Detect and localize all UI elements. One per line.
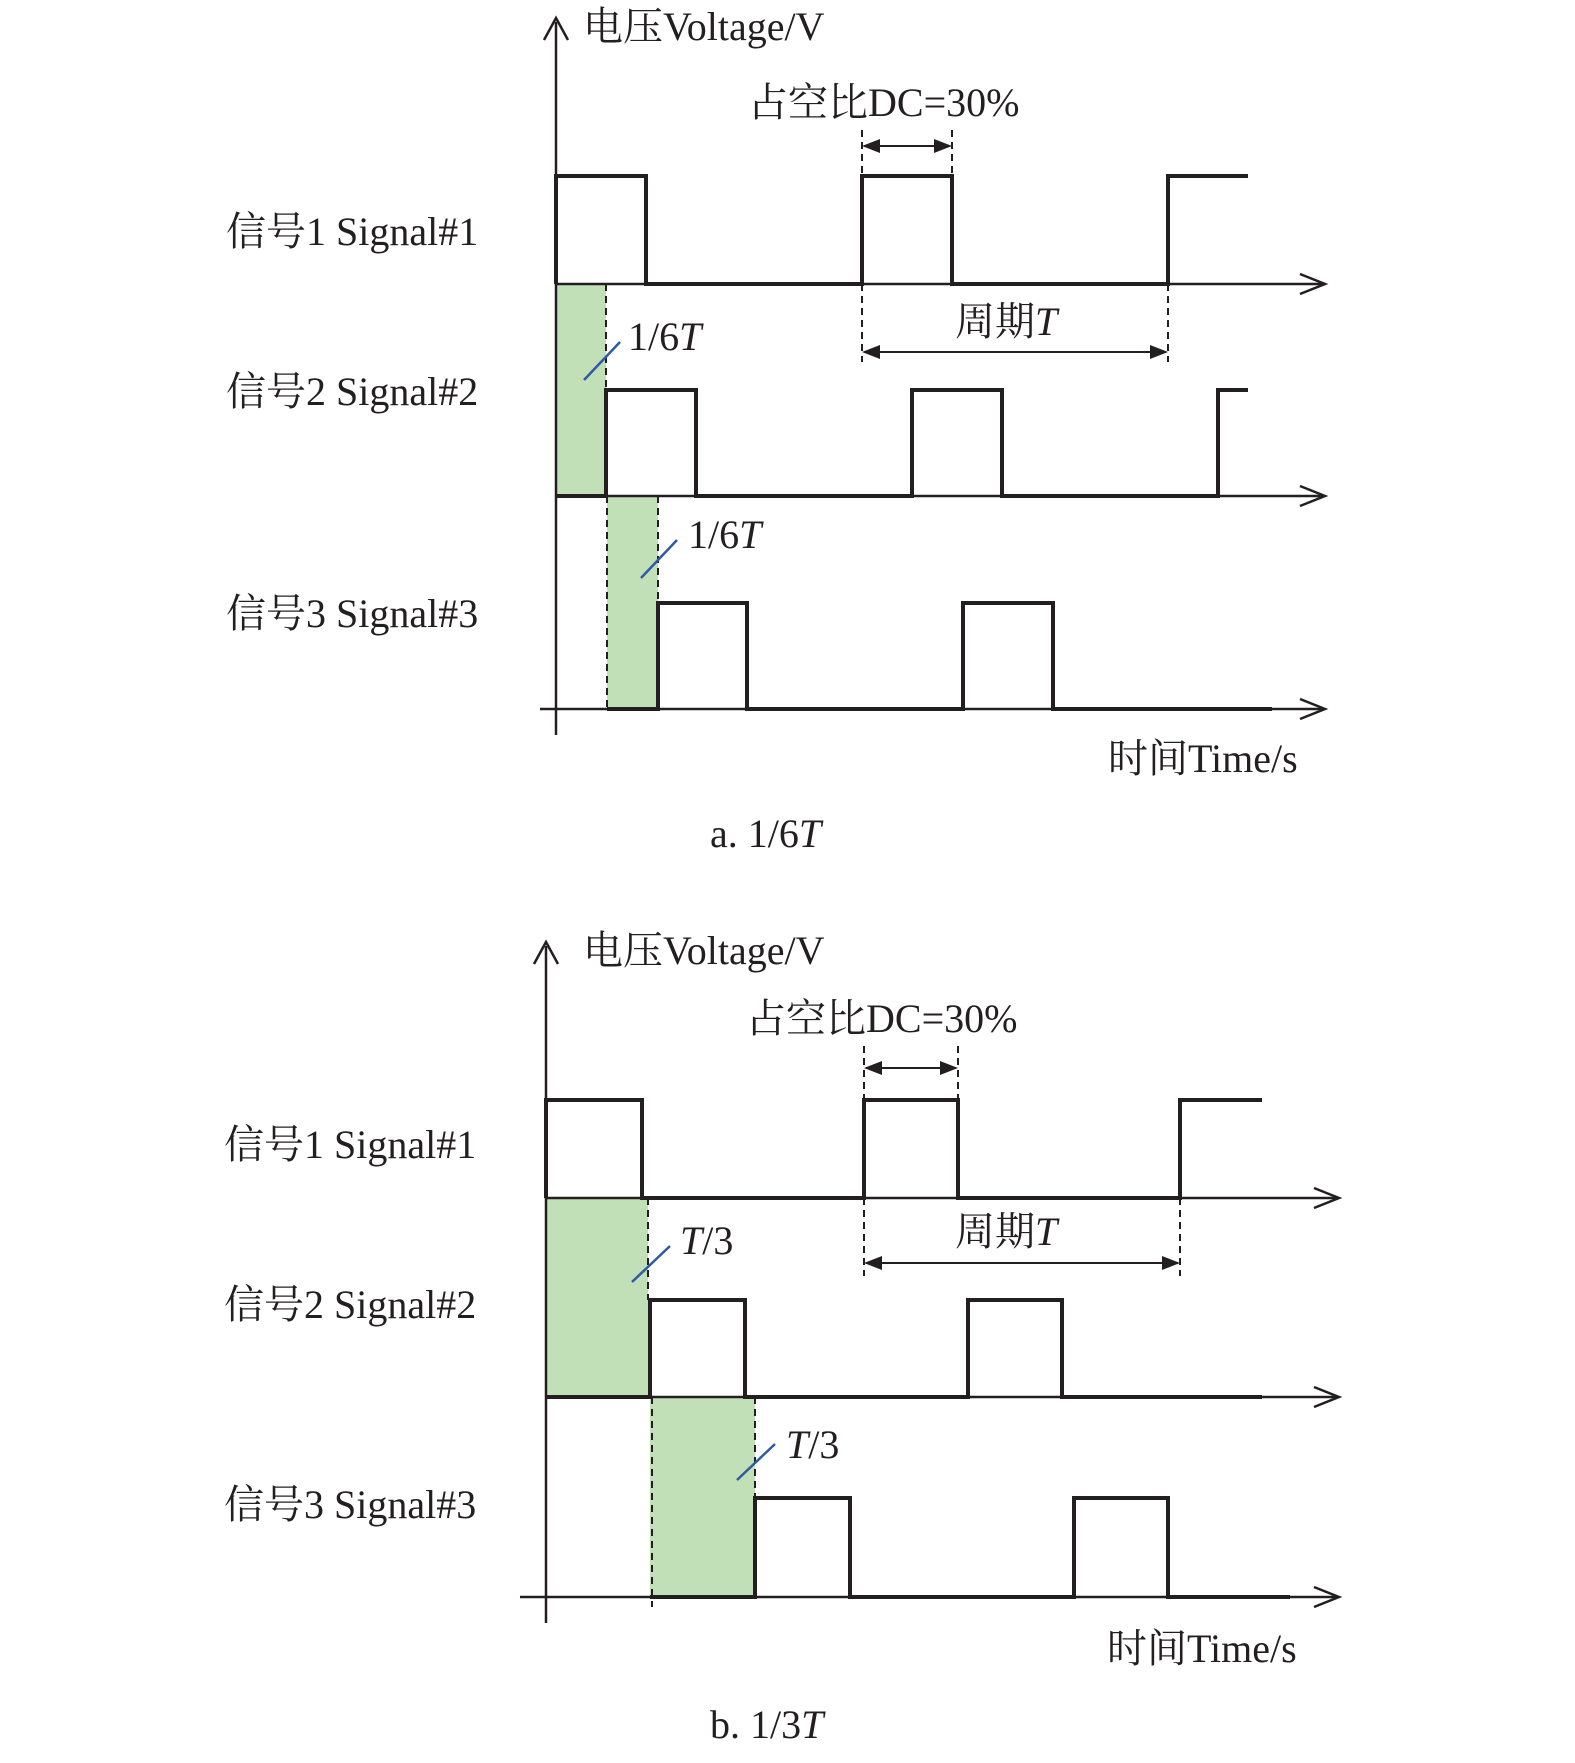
duty-cycle-label: 占空比DC=30%	[748, 80, 1020, 125]
shift-label-1-prefix: 1/6	[628, 314, 680, 359]
period-label	[955, 299, 1060, 344]
shift-label-2	[786, 1422, 839, 1467]
period-label-symbol: T	[1035, 1209, 1058, 1254]
y-axis-label: 电压Voltage/V	[583, 4, 825, 49]
duty-arrowhead-left	[864, 1061, 882, 1075]
period-label	[955, 1209, 1060, 1254]
duty-arrowhead-right	[940, 1061, 958, 1075]
period-arrowhead-right	[1162, 1256, 1180, 1270]
signal2-label: 信号2 Signal#2	[224, 1282, 477, 1327]
shift-label-2-symbol: T	[786, 1422, 809, 1467]
shift-label-1-suffix: /3	[702, 1218, 734, 1263]
panel-a-caption-symbol: T	[798, 811, 822, 856]
waveform-signal1	[546, 1100, 1262, 1198]
waveform-signal2	[556, 390, 1248, 496]
period-arrowhead-left	[864, 1256, 882, 1270]
period-label-text: 周期	[955, 299, 1035, 344]
shift-label-1	[680, 1218, 733, 1263]
shift-label-2-prefix: 1/6	[688, 512, 740, 557]
signal1-label: 信号1 Signal#1	[226, 209, 479, 254]
shift-label-1-symbol: T	[680, 1218, 703, 1263]
panel-b-caption-symbol: T	[801, 1702, 824, 1747]
shift-region-signal3	[650, 1397, 755, 1597]
shift-region-signal3	[607, 496, 658, 709]
shift-label-2	[688, 512, 764, 557]
panel-a-caption	[710, 811, 824, 856]
duty-arrowhead-left	[862, 139, 880, 153]
panel-b-caption-text: b. 1/3	[710, 1702, 802, 1747]
waveform-signal3	[607, 603, 1272, 709]
signal2-label: 信号2 Signal#2	[226, 369, 479, 414]
duty-cycle-label: 占空比DC=30%	[746, 996, 1018, 1041]
x-axis-label: 时间Time/s	[1108, 736, 1298, 781]
panel-a-caption-text: a. 1/6	[710, 811, 799, 856]
duty-arrowhead-right	[934, 139, 952, 153]
shift-label-2-symbol: T	[739, 512, 762, 557]
shift-label-1	[628, 314, 704, 359]
shift-label-1-symbol: T	[679, 314, 702, 359]
period-arrowhead-right	[1150, 345, 1168, 359]
period-label-text: 周期	[955, 1209, 1035, 1254]
waveform-signal2	[546, 1300, 1262, 1397]
panel-a	[226, 4, 1325, 856]
panel-b	[224, 928, 1339, 1747]
y-axis-label: 电压Voltage/V	[583, 928, 825, 973]
x-axis-label: 时间Time/s	[1107, 1626, 1297, 1671]
shift-region-signal2	[556, 284, 606, 496]
period-label-symbol: T	[1035, 299, 1058, 344]
signal3-label: 信号3 Signal#3	[226, 591, 479, 636]
shift-region-signal2	[546, 1198, 648, 1397]
panel-b-caption	[710, 1702, 826, 1747]
shift-label-2-suffix: /3	[808, 1422, 840, 1467]
signal1-label: 信号1 Signal#1	[224, 1122, 477, 1167]
period-arrowhead-left	[862, 345, 880, 359]
signal3-label: 信号3 Signal#3	[224, 1482, 477, 1527]
waveform-signal1	[556, 176, 1248, 284]
